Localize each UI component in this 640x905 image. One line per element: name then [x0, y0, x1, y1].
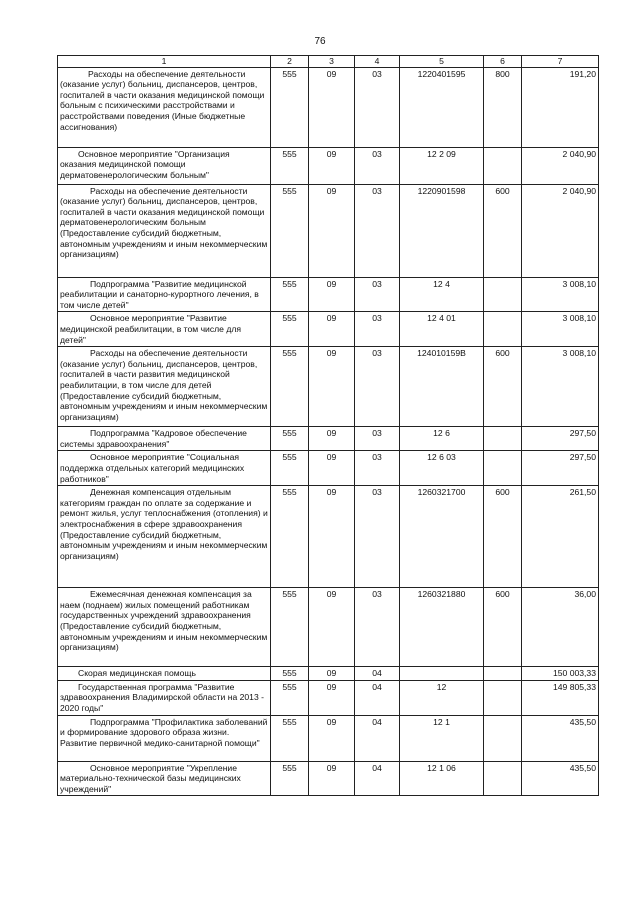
- row-name: Подпрограмма "Профилактика заболеваний и формирование здорового образа жизни. Развитие первичной медико-санитарной помощи": [60, 716, 268, 748]
- row-code-2: 555: [271, 486, 309, 588]
- row-code-5: 12 4 01: [400, 312, 484, 347]
- row-code-6: 600: [484, 588, 522, 667]
- row-code-4: 04: [355, 667, 400, 681]
- table-row: [58, 67, 599, 147]
- row-amount: 3 008,10: [522, 277, 599, 312]
- header-row: [58, 56, 599, 68]
- table-row: [58, 588, 599, 667]
- row-code-2: 555: [271, 277, 309, 312]
- col-header-3: 3: [309, 56, 355, 68]
- row-amount: 3 008,10: [522, 312, 599, 347]
- row-code-3: 09: [309, 680, 355, 715]
- col-header-5: 5: [400, 56, 484, 68]
- row-code-3: 09: [309, 715, 355, 761]
- row-amount: 297,50: [522, 427, 599, 451]
- table-row: [58, 667, 599, 681]
- row-code-5: 12 6 03: [400, 451, 484, 486]
- col-header-7: 7: [522, 56, 599, 68]
- row-name: Основное мероприятие "Социальная поддержка отдельных категорий медицинских работников": [60, 452, 245, 484]
- row-code-3: 09: [309, 184, 355, 277]
- row-code-6: 600: [484, 184, 522, 277]
- col-header-1: 1: [58, 56, 271, 68]
- row-code-4: 03: [355, 184, 400, 277]
- table-row: [58, 277, 599, 312]
- row-code-2: 555: [271, 67, 309, 147]
- table-row: [58, 347, 599, 427]
- row-code-4: 03: [355, 427, 400, 451]
- row-code-4: 03: [355, 451, 400, 486]
- row-code-6: [484, 667, 522, 681]
- table-row: [58, 715, 599, 761]
- row-code-5: 12: [400, 680, 484, 715]
- row-code-3: 09: [309, 147, 355, 184]
- row-name: Расходы на обеспечение деятельности (оказание услуг) больниц, диспансеров, центров, госпиталей в части оказания медицинской помощи дерматовенерологическим больным (Предоставление субсидий бюджетным, автономным учреждениям и иным некоммерческим организациям): [60, 185, 268, 260]
- page-number: 76: [314, 36, 326, 47]
- row-code-6: [484, 680, 522, 715]
- row-name: Подпрограмма "Кадровое обеспечение системы здравоохранения": [60, 428, 247, 449]
- table-row: [58, 761, 599, 796]
- row-code-2: 555: [271, 184, 309, 277]
- row-name: Денежная компенсация отдельным категориям граждан по оплате за содержание и ремонт жилья, услуг теплоснабжения (отопления) и электроснабжения в сфере здравоохранения (Предоставление субсидий бюджетным, автономным учреждениям и иным некоммерческим организациям): [60, 487, 268, 561]
- row-code-4: 03: [355, 147, 400, 184]
- row-code-5: 12 6: [400, 427, 484, 451]
- row-amount: 2 040,90: [522, 184, 599, 277]
- row-name: Государственная программа "Развитие здравоохранения Владимирской области на 2013 - 2020 годы": [60, 681, 264, 713]
- row-code-3: 09: [309, 588, 355, 667]
- row-code-4: 04: [355, 761, 400, 796]
- row-amount: 36,00: [522, 588, 599, 667]
- row-code-6: [484, 427, 522, 451]
- row-code-6: [484, 715, 522, 761]
- row-code-2: 555: [271, 588, 309, 667]
- row-code-4: 03: [355, 277, 400, 312]
- row-code-3: 09: [309, 277, 355, 312]
- table-row: [58, 312, 599, 347]
- row-code-6: [484, 451, 522, 486]
- table-row: [58, 680, 599, 715]
- row-code-3: 09: [309, 451, 355, 486]
- col-header-6: 6: [484, 56, 522, 68]
- row-code-6: [484, 761, 522, 796]
- row-code-5: 1260321700: [400, 486, 484, 588]
- row-code-2: 555: [271, 427, 309, 451]
- row-amount: 150 003,33: [522, 667, 599, 681]
- row-code-5: 12 1 06: [400, 761, 484, 796]
- row-code-6: 600: [484, 347, 522, 427]
- table-row: [58, 427, 599, 451]
- row-code-4: 03: [355, 486, 400, 588]
- row-amount: 3 008,10: [522, 347, 599, 427]
- row-code-6: 800: [484, 67, 522, 147]
- row-code-3: 09: [309, 427, 355, 451]
- row-code-6: [484, 147, 522, 184]
- row-name: Ежемесячная денежная компенсация за наем (поднаем) жилых помещений работникам государственных учреждений здравоохранения (Предоставление субсидий бюджетным, автономным учреждениям и иным некоммерческим организациям): [60, 589, 268, 653]
- row-code-2: 555: [271, 680, 309, 715]
- table-row: [58, 184, 599, 277]
- row-code-4: 03: [355, 312, 400, 347]
- col-header-4: 4: [355, 56, 400, 68]
- row-code-2: 555: [271, 312, 309, 347]
- table-row: [58, 486, 599, 588]
- row-code-3: 09: [309, 667, 355, 681]
- row-code-3: 09: [309, 67, 355, 147]
- row-code-5: 1220901598: [400, 184, 484, 277]
- row-amount: 435,50: [522, 761, 599, 796]
- row-code-5: 1260321880: [400, 588, 484, 667]
- row-code-5: 124010159B: [400, 347, 484, 427]
- row-name: Расходы на обеспечение деятельности (оказание услуг) больниц, диспансеров, центров, госпиталей в части развития медицинской реабилитации, в том числе для детей (Предоставление субсидий бюджетным, автономным учреждениям и иным некоммерческим организациям): [60, 348, 268, 422]
- row-code-4: 03: [355, 588, 400, 667]
- row-amount: 2 040,90: [522, 147, 599, 184]
- row-name: Основное мероприятие "Организация оказания медицинской помощи дерматовенерологическим больным": [60, 148, 230, 180]
- row-code-5: 12 2 09: [400, 147, 484, 184]
- row-code-4: 04: [355, 715, 400, 761]
- row-code-2: 555: [271, 451, 309, 486]
- row-code-3: 09: [309, 312, 355, 347]
- row-code-4: 04: [355, 680, 400, 715]
- row-code-5: 1220401595: [400, 67, 484, 147]
- col-header-2: 2: [271, 56, 309, 68]
- row-name: Скорая медицинская помощь: [78, 668, 196, 679]
- row-code-6: [484, 312, 522, 347]
- row-amount: 261,50: [522, 486, 599, 588]
- table-row: [58, 147, 599, 184]
- row-code-3: 09: [309, 486, 355, 588]
- row-amount: 191,20: [522, 67, 599, 147]
- row-name: Основное мероприятие "Укрепление материально-технической базы медицинских учреждений": [60, 762, 241, 794]
- row-code-4: 03: [355, 347, 400, 427]
- row-code-5: 12 4: [400, 277, 484, 312]
- row-code-2: 555: [271, 147, 309, 184]
- row-code-5: 12 1: [400, 715, 484, 761]
- row-code-2: 555: [271, 761, 309, 796]
- row-code-2: 555: [271, 715, 309, 761]
- row-code-3: 09: [309, 347, 355, 427]
- row-name: Подпрограмма "Развитие медицинской реабилитации и санаторно-курортного лечения, в том числе детей": [60, 278, 259, 310]
- row-amount: 149 805,33: [522, 680, 599, 715]
- row-amount: 297,50: [522, 451, 599, 486]
- table-row: [58, 451, 599, 486]
- row-code-6: [484, 277, 522, 312]
- row-code-2: 555: [271, 667, 309, 681]
- row-code-5: [400, 667, 484, 681]
- row-name: Основное мероприятие "Развитие медицинской реабилитации, в том числе для детей": [60, 313, 242, 345]
- row-code-6: 600: [484, 486, 522, 588]
- row-name: Расходы на обеспечение деятельности (оказание услуг) больниц, диспансеров, центров, госпиталей в части оказания медицинской помощи больным с психическими расстройствами и расстройствами поведения (Иные бюджетные ассигнования): [60, 68, 265, 132]
- row-amount: 435,50: [522, 715, 599, 761]
- budget-table: [57, 55, 599, 796]
- row-code-4: 03: [355, 67, 400, 147]
- row-code-2: 555: [271, 347, 309, 427]
- row-code-3: 09: [309, 761, 355, 796]
